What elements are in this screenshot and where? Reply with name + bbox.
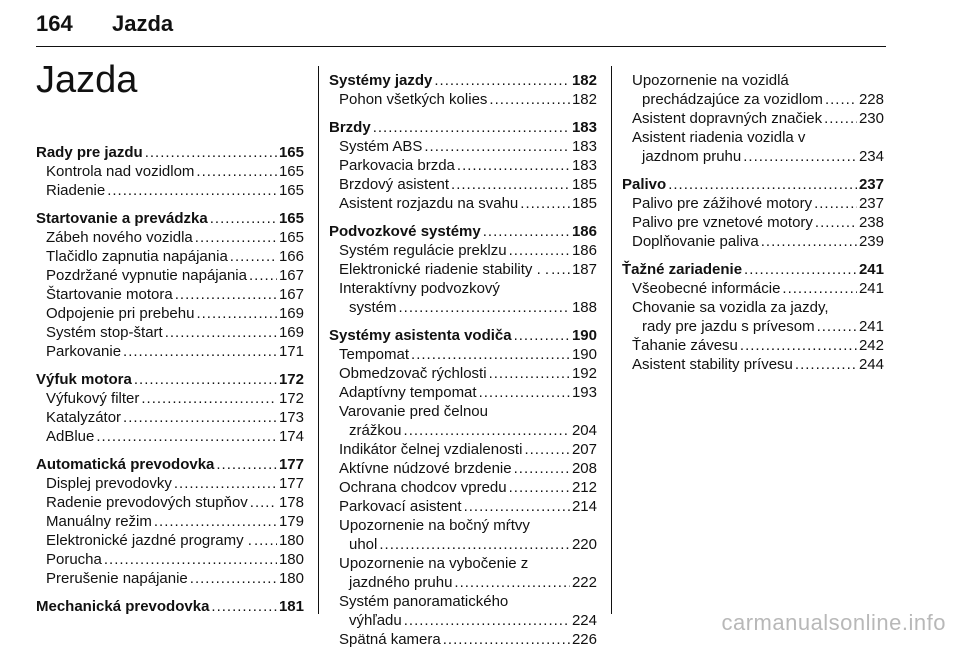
toc-page-number: 182 xyxy=(571,91,597,108)
toc-entry[interactable] xyxy=(329,592,597,611)
toc-page-number: 180 xyxy=(278,532,304,549)
toc-page-number: 167 xyxy=(278,267,304,284)
toc-entry[interactable] xyxy=(36,389,304,408)
toc-entry-title: Asistent rozjazdu na svahu xyxy=(339,195,519,212)
toc-entry-title: Asistent dopravných značiek xyxy=(632,110,823,127)
toc-section-entry[interactable] xyxy=(36,455,304,474)
dot-leader xyxy=(551,260,570,279)
toc-entry-title: Indikátor čelnej vzdialenosti xyxy=(339,441,523,458)
toc-page-number: 226 xyxy=(571,631,597,648)
toc-entry-title: Brzdový asistent xyxy=(339,176,450,193)
dot-leader xyxy=(524,440,570,459)
toc-entry-title: Tempomat xyxy=(339,346,410,363)
toc-entry[interactable] xyxy=(36,247,304,266)
toc-entry-title: rady pre jazdu s prívesom xyxy=(642,318,815,335)
dot-leader xyxy=(145,143,277,162)
section-gap xyxy=(329,317,597,326)
toc-entry[interactable] xyxy=(36,550,304,569)
toc-entry-title: jazdného pruhu xyxy=(349,574,453,591)
dot-leader xyxy=(96,427,277,446)
toc-entry[interactable] xyxy=(329,535,597,554)
toc-entry[interactable] xyxy=(622,317,884,336)
toc-entry[interactable] xyxy=(36,304,304,323)
toc-entry-title: Obmedzovač rýchlosti xyxy=(339,365,487,382)
dot-leader xyxy=(250,493,277,512)
dot-leader xyxy=(211,597,277,616)
toc-page-number: 173 xyxy=(278,409,304,426)
toc-entry[interactable] xyxy=(329,90,597,109)
toc-page-number: 193 xyxy=(571,384,597,401)
toc-page-number: 237 xyxy=(858,176,884,193)
toc-entry[interactable] xyxy=(622,90,884,109)
dot-leader xyxy=(196,304,277,323)
toc-entry-title: Rady pre jazdu xyxy=(36,144,143,161)
toc-entry-title: Zábeh nového vozidla xyxy=(46,229,193,246)
toc-entry-title: Doplňovanie paliva xyxy=(632,233,759,250)
toc-section-entry[interactable] xyxy=(329,118,597,137)
dot-leader xyxy=(457,156,570,175)
toc-page-number: 212 xyxy=(571,479,597,496)
toc-entry-title: systém xyxy=(349,299,397,316)
dot-leader xyxy=(489,364,570,383)
toc-entry[interactable] xyxy=(36,427,304,446)
column-divider xyxy=(611,66,612,614)
toc-entry[interactable] xyxy=(622,279,884,298)
toc-page-number: 165 xyxy=(278,182,304,199)
dot-leader xyxy=(411,345,570,364)
section-gap xyxy=(329,213,597,222)
dot-leader xyxy=(740,336,857,355)
toc-page-number: 185 xyxy=(571,176,597,193)
toc-entry[interactable] xyxy=(329,421,597,440)
toc-entry[interactable] xyxy=(622,71,884,90)
toc-entry-title: Mechanická prevodovka xyxy=(36,598,210,615)
toc-entry-title: Varovanie pred čelnou xyxy=(339,403,488,420)
toc-page-number: 183 xyxy=(571,138,597,155)
toc-entry-title: Displej prevodovky xyxy=(46,475,172,492)
toc-entry-title: Upozornenie na bočný mŕtvy xyxy=(339,517,530,534)
dot-leader xyxy=(489,90,570,109)
toc-section-entry[interactable] xyxy=(329,71,597,90)
toc-entry-title: Parkovací asistent xyxy=(339,498,462,515)
toc-entry-title: Chovanie sa vozidla za jazdy, xyxy=(632,299,829,316)
dot-leader xyxy=(104,550,277,569)
toc-entry-title: Prerušenie napájanie xyxy=(46,570,188,587)
toc-entry[interactable] xyxy=(36,569,304,588)
toc-column-3 xyxy=(622,71,884,374)
toc-page-number: 207 xyxy=(571,441,597,458)
toc-entry-title: Všeobecné informácie xyxy=(632,280,781,297)
toc-page-number: 241 xyxy=(858,318,884,335)
toc-page-number: 238 xyxy=(858,214,884,231)
toc-entry[interactable] xyxy=(329,478,597,497)
dot-leader xyxy=(254,531,277,550)
toc-entry[interactable] xyxy=(36,228,304,247)
toc-entry-title: Pohon všetkých kolies xyxy=(339,91,488,108)
dot-leader xyxy=(761,232,857,251)
toc-page-number: 214 xyxy=(571,498,597,515)
toc-entry-title: Štartovanie motora xyxy=(46,286,173,303)
toc-section-entry[interactable] xyxy=(622,175,884,194)
toc-entry[interactable] xyxy=(622,147,884,166)
chapter-title: Jazda xyxy=(36,59,138,101)
toc-entry-title: Odpojenie pri prebehu xyxy=(46,305,195,322)
toc-column-2 xyxy=(329,71,597,649)
dot-leader xyxy=(520,194,570,213)
toc-entry-title: Ťahanie závesu xyxy=(632,337,738,354)
toc-section-entry[interactable] xyxy=(36,143,304,162)
toc-entry-title: Palivo pre zážihové motory xyxy=(632,195,813,212)
toc-entry[interactable] xyxy=(36,162,304,181)
toc-section-entry[interactable] xyxy=(622,260,884,279)
toc-page-number: 224 xyxy=(571,612,597,629)
toc-page-number: 181 xyxy=(278,598,304,615)
toc-page-number: 165 xyxy=(278,163,304,180)
toc-page-number: 239 xyxy=(858,233,884,250)
toc-entry-title: Palivo pre vznetové motory xyxy=(632,214,813,231)
toc-page-number: 190 xyxy=(571,346,597,363)
toc-page-number: 171 xyxy=(278,343,304,360)
toc-page-number: 187 xyxy=(571,261,597,278)
dot-leader xyxy=(424,137,570,156)
toc-entry[interactable] xyxy=(36,531,304,550)
toc-page-number: 222 xyxy=(571,574,597,591)
dot-leader xyxy=(404,611,570,630)
toc-entry[interactable] xyxy=(622,128,884,147)
dot-leader xyxy=(379,535,570,554)
dot-leader xyxy=(154,512,277,531)
toc-section-entry[interactable] xyxy=(36,370,304,389)
section-gap xyxy=(36,588,304,597)
toc-page-number: 177 xyxy=(278,475,304,492)
toc-entry[interactable] xyxy=(329,298,597,317)
toc-entry-title: Elektronické jazdné programy . xyxy=(46,532,252,549)
toc-page-number: 228 xyxy=(858,91,884,108)
toc-section-entry[interactable] xyxy=(329,222,597,241)
toc-entry-title: Adaptívny tempomat xyxy=(339,384,477,401)
toc-entry[interactable] xyxy=(329,611,597,630)
toc-entry-title: Spätná kamera xyxy=(339,631,441,648)
toc-page-number: 178 xyxy=(278,494,304,511)
toc-page-number: 177 xyxy=(278,456,304,473)
header-rule xyxy=(36,46,886,47)
toc-entry[interactable] xyxy=(329,137,597,156)
dot-leader xyxy=(404,421,570,440)
toc-entry[interactable] xyxy=(36,408,304,427)
running-section-title: Jazda xyxy=(112,11,174,36)
toc-entry-title: Radenie prevodových stupňov xyxy=(46,494,248,511)
toc-entry-title: Ťažné zariadenie xyxy=(622,261,743,278)
toc-entry-title: Podvozkové systémy xyxy=(329,223,481,240)
toc-entry-title: Systém panoramatického xyxy=(339,593,509,610)
toc-entry[interactable] xyxy=(329,364,597,383)
toc-entry-title: Upozornenie na vybočenie z xyxy=(339,555,529,572)
toc-page-number: 241 xyxy=(858,261,884,278)
dot-leader xyxy=(230,247,277,266)
toc-entry-title: Asistent stability prívesu xyxy=(632,356,793,373)
toc-entry-title: Aktívne núdzové brzdenie xyxy=(339,460,512,477)
toc-entry-title: Systém stop-štart xyxy=(46,324,163,341)
toc-page-number: 182 xyxy=(571,72,597,89)
dot-leader xyxy=(107,181,277,200)
toc-page-number: 174 xyxy=(278,428,304,445)
dot-leader xyxy=(123,408,277,427)
toc-entry[interactable] xyxy=(329,554,597,573)
toc-entry-title: Pozdržané vypnutie napájania xyxy=(46,267,247,284)
toc-page-number: 241 xyxy=(858,280,884,297)
dot-leader xyxy=(451,175,570,194)
toc-entry[interactable] xyxy=(622,194,884,213)
toc-entry-title: Riadenie xyxy=(46,182,106,199)
toc-entry[interactable] xyxy=(329,573,597,592)
toc-entry-title: Výfukový filter xyxy=(46,390,140,407)
toc-entry[interactable] xyxy=(36,474,304,493)
toc-entry-title: Palivo xyxy=(622,176,667,193)
dot-leader xyxy=(668,175,857,194)
watermark: carmanualsonline.info xyxy=(721,610,946,635)
toc-entry-title: Manuálny režim xyxy=(46,513,152,530)
dot-leader xyxy=(815,213,857,232)
toc-page-number: 237 xyxy=(858,195,884,212)
toc-entry-title: Ochrana chodcov vpredu xyxy=(339,479,507,496)
toc-entry-title: Systém regulácie preklzu xyxy=(339,242,507,259)
toc-page-number: 230 xyxy=(858,110,884,127)
toc-entry[interactable] xyxy=(622,109,884,128)
dot-leader xyxy=(175,285,277,304)
toc-entry[interactable] xyxy=(329,516,597,535)
toc-entry-title: Parkovanie xyxy=(46,343,122,360)
toc-entry-title: zrážkou xyxy=(349,422,402,439)
toc-entry-title: Tlačidlo zapnutia napájania xyxy=(46,248,228,265)
dot-leader xyxy=(443,630,570,649)
dot-leader xyxy=(825,90,857,109)
toc-entry[interactable] xyxy=(36,181,304,200)
toc-page-number: 172 xyxy=(278,371,304,388)
toc-entry[interactable] xyxy=(36,493,304,512)
toc-page-number: 204 xyxy=(571,422,597,439)
toc-page-number: 242 xyxy=(858,337,884,354)
toc-entry[interactable] xyxy=(329,459,597,478)
dot-leader xyxy=(190,569,277,588)
toc-page-number: 166 xyxy=(278,248,304,265)
toc-entry-title: uhol xyxy=(349,536,378,553)
dot-leader xyxy=(141,389,277,408)
toc-entry-title: Systémy asistenta vodiča xyxy=(329,327,512,344)
dot-leader xyxy=(195,228,277,247)
toc-entry-title: Interaktívny podvozkový xyxy=(339,280,500,297)
toc-entry[interactable] xyxy=(622,336,884,355)
dot-leader xyxy=(174,474,277,493)
toc-entry-title: Parkovacia brzda xyxy=(339,157,455,174)
toc-entry-title: Automatická prevodovka xyxy=(36,456,215,473)
toc-entry-title: Startovanie a prevádzka xyxy=(36,210,208,227)
dot-leader xyxy=(509,478,570,497)
toc-entry[interactable] xyxy=(622,298,884,317)
toc-entry-title: Upozornenie na vozidlá xyxy=(632,72,789,89)
dot-leader xyxy=(514,326,570,345)
toc-entry-title: prechádzajúce za vozidlom xyxy=(642,91,823,108)
toc-page-number: 192 xyxy=(571,365,597,382)
section-gap xyxy=(622,166,884,175)
dot-leader xyxy=(134,370,277,389)
toc-entry-title: Porucha xyxy=(46,551,102,568)
dot-leader xyxy=(479,383,570,402)
toc-section-entry[interactable] xyxy=(36,597,304,616)
toc-page-number: 186 xyxy=(571,223,597,240)
toc-column-1 xyxy=(36,143,304,616)
dot-leader xyxy=(210,209,277,228)
toc-page-number: 185 xyxy=(571,195,597,212)
toc-page-number: 220 xyxy=(571,536,597,553)
toc-entry-title: Výfuk motora xyxy=(36,371,132,388)
toc-entry[interactable] xyxy=(329,630,597,649)
dot-leader xyxy=(454,573,570,592)
toc-entry[interactable] xyxy=(329,383,597,402)
dot-leader xyxy=(399,298,570,317)
toc-page-number: 190 xyxy=(571,327,597,344)
toc-entry[interactable] xyxy=(36,266,304,285)
dot-leader xyxy=(165,323,277,342)
toc-section-entry[interactable] xyxy=(36,209,304,228)
dot-leader xyxy=(744,260,857,279)
dot-leader xyxy=(196,162,277,181)
toc-entry[interactable] xyxy=(36,323,304,342)
toc-page-number: 234 xyxy=(858,148,884,165)
toc-page-number: 169 xyxy=(278,324,304,341)
toc-entry-title: Elektronické riadenie stability . . xyxy=(339,261,550,278)
toc-entry[interactable] xyxy=(329,345,597,364)
toc-entry[interactable] xyxy=(329,497,597,516)
toc-entry-title: Brzdy xyxy=(329,119,371,136)
section-gap xyxy=(36,200,304,209)
toc-page-number: 180 xyxy=(278,551,304,568)
toc-section-entry[interactable] xyxy=(329,326,597,345)
dot-leader xyxy=(434,71,570,90)
toc-page-number: 169 xyxy=(278,305,304,322)
toc-entry-title: výhľadu xyxy=(349,612,402,629)
dot-leader xyxy=(123,342,277,361)
toc-entry[interactable] xyxy=(329,260,597,279)
toc-entry[interactable] xyxy=(329,175,597,194)
toc-entry-title: jazdnom pruhu xyxy=(642,148,742,165)
toc-entry-title: Systémy jazdy xyxy=(329,72,433,89)
toc-page-number: 180 xyxy=(278,570,304,587)
toc-page-number: 183 xyxy=(571,119,597,136)
toc-page-number: 172 xyxy=(278,390,304,407)
section-gap xyxy=(36,446,304,455)
toc-entry-title: Kontrola nad vozidlom xyxy=(46,163,195,180)
toc-page-number: 167 xyxy=(278,286,304,303)
toc-entry[interactable] xyxy=(622,355,884,374)
running-header xyxy=(36,4,886,44)
toc-entry[interactable] xyxy=(329,241,597,260)
toc-page-number: 179 xyxy=(278,513,304,530)
toc-entry-title: AdBlue xyxy=(46,428,95,445)
dot-leader xyxy=(795,355,857,374)
dot-leader xyxy=(483,222,570,241)
toc-entry-title: Katalyzátor xyxy=(46,409,122,426)
toc-page-number: 165 xyxy=(278,144,304,161)
toc-page-number: 165 xyxy=(278,210,304,227)
section-gap xyxy=(36,361,304,370)
toc-entry[interactable] xyxy=(329,402,597,421)
dot-leader xyxy=(514,459,570,478)
section-gap xyxy=(622,251,884,260)
toc-entry[interactable] xyxy=(622,213,884,232)
toc-entry[interactable] xyxy=(36,512,304,531)
toc-entry[interactable] xyxy=(622,232,884,251)
toc-entry[interactable] xyxy=(329,440,597,459)
toc-entry-title: Asistent riadenia vozidla v xyxy=(632,129,806,146)
dot-leader xyxy=(464,497,570,516)
toc-entry[interactable] xyxy=(329,194,597,213)
toc-page-number: 165 xyxy=(278,229,304,246)
dot-leader xyxy=(814,194,857,213)
toc-entry[interactable] xyxy=(36,342,304,361)
dot-leader xyxy=(249,266,277,285)
dot-leader xyxy=(782,279,857,298)
dot-leader xyxy=(817,317,857,336)
dot-leader xyxy=(509,241,570,260)
toc-page-number: 183 xyxy=(571,157,597,174)
toc-entry-title: Systém ABS xyxy=(339,138,423,155)
dot-leader xyxy=(373,118,570,137)
dot-leader xyxy=(824,109,857,128)
page-number: 164 xyxy=(36,11,73,36)
toc-page-number: 188 xyxy=(571,299,597,316)
toc-entry[interactable] xyxy=(329,279,597,298)
toc-page-number: 186 xyxy=(571,242,597,259)
column-divider xyxy=(318,66,319,614)
toc-entry[interactable] xyxy=(36,285,304,304)
dot-leader xyxy=(216,455,277,474)
dot-leader xyxy=(743,147,857,166)
toc-entry[interactable] xyxy=(329,156,597,175)
section-gap xyxy=(329,109,597,118)
toc-page-number: 244 xyxy=(858,356,884,373)
toc-page-number: 208 xyxy=(571,460,597,477)
